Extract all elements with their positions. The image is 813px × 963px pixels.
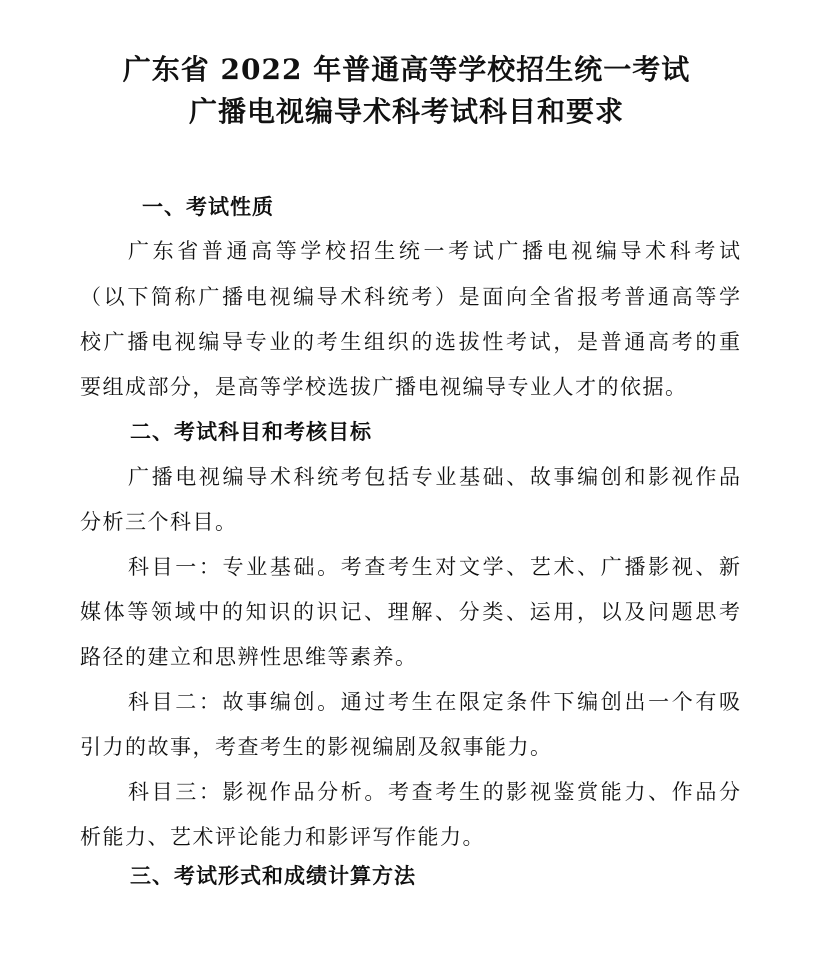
subject-1-line-3: 路径的建立和思辨性思维等素养。: [80, 645, 418, 669]
section-2-heading: 二、考试科目和考核目标: [130, 420, 372, 444]
document-title-line-1: 广东省 2022 年普通高等学校招生统一考试: [122, 53, 691, 86]
section-2-intro-line-1: 广播电视编导术科统考包括专业基础、故事编创和影视作品: [128, 465, 740, 489]
section-1-paragraph-line-2: （以下简称广播电视编导术科统考）是面向全省报考普通高等学: [80, 285, 740, 309]
section-1-heading: 一、考试性质: [142, 195, 274, 219]
section-2-intro-line-2: 分析三个科目。: [80, 510, 238, 534]
subject-3-line-2: 析能力、艺术评论能力和影评写作能力。: [80, 825, 485, 849]
section-1-paragraph-line-4: 要组成部分，是高等学校选拔广播电视编导专业人才的依据。: [80, 375, 688, 399]
subject-3-line-1: 科目三：影视作品分析。考查考生的影视鉴赏能力、作品分: [128, 780, 740, 804]
section-3-heading: 三、考试形式和成绩计算方法: [130, 864, 416, 888]
subject-2-line-2: 引力的故事，考查考生的影视编剧及叙事能力。: [80, 735, 553, 759]
subject-1-line-2: 媒体等领域中的知识的识记、理解、分类、运用，以及问题思考: [80, 600, 740, 624]
section-1-paragraph-line-3: 校广播电视编导专业的考生组织的选拔性考试，是普通高考的重: [80, 330, 740, 354]
subject-2-line-1: 科目二：故事编创。通过考生在限定条件下编创出一个有吸: [128, 690, 740, 714]
subject-1-line-1: 科目一：专业基础。考查考生对文学、艺术、广播影视、新: [128, 555, 740, 579]
document-title-line-2: 广播电视编导术科考试科目和要求: [188, 95, 624, 128]
section-1-paragraph-line-1: 广东省普通高等学校招生统一考试广播电视编导术科考试: [128, 239, 740, 263]
